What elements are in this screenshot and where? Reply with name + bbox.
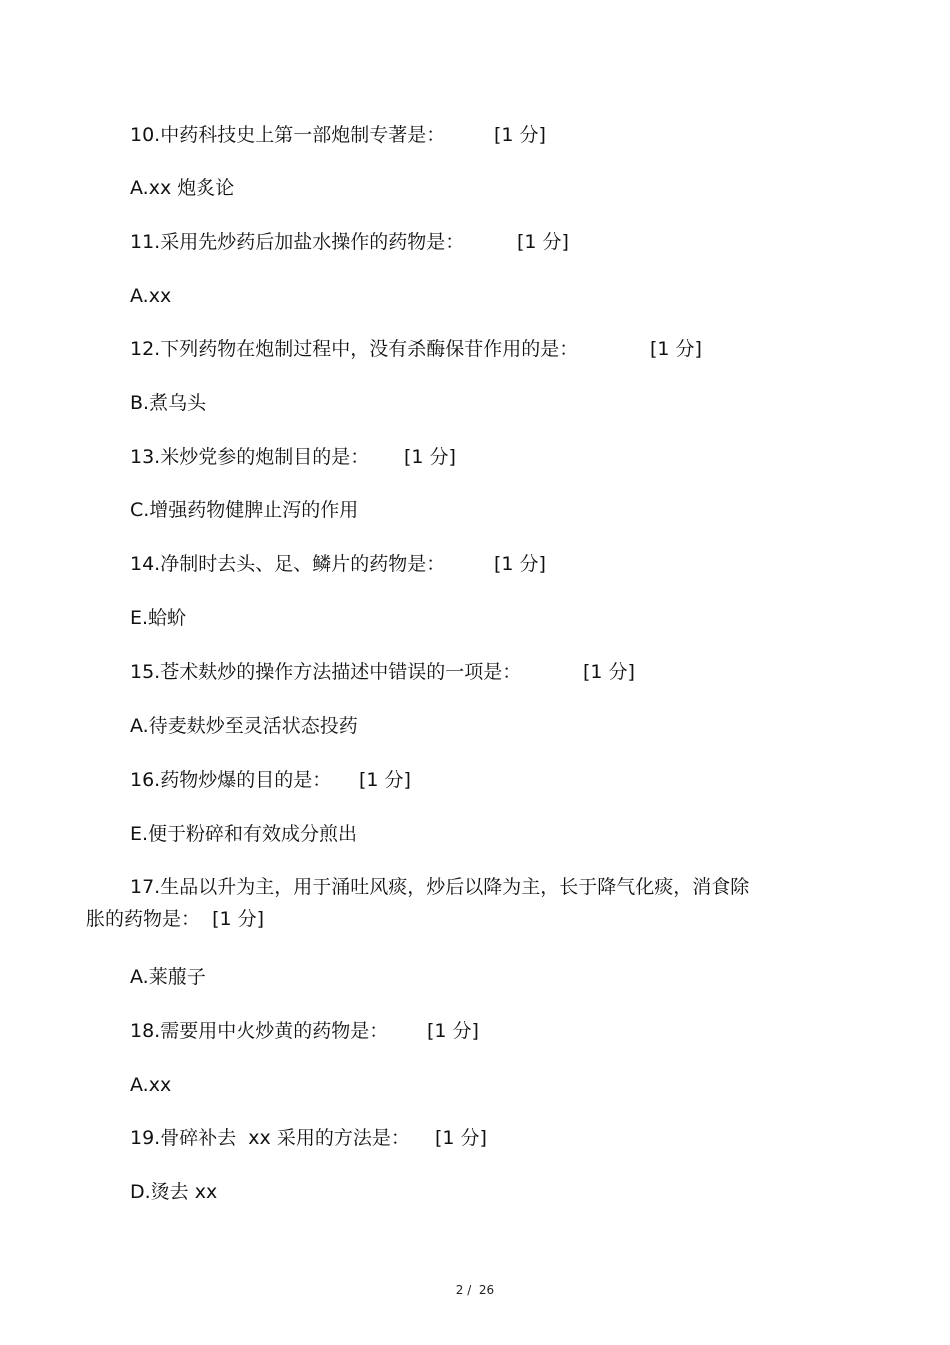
question-text: 13.米炒党参的炮制目的是： [130, 446, 370, 468]
answer-12: B.煮乌头 [130, 392, 207, 414]
question-score: [1 分] [359, 769, 411, 791]
question-12 [130, 337, 702, 361]
question-text-line-2 [86, 903, 826, 935]
answer-18: A.xx [130, 1074, 172, 1096]
answer-15: A.待麦麸炒至灵活状态投药 [130, 715, 358, 737]
question-score: [1 分] [404, 446, 456, 468]
question-10 [130, 123, 546, 147]
question-score: [1 分] [650, 338, 702, 360]
answer-11: A.xx [130, 285, 172, 307]
question-18 [130, 1019, 479, 1043]
question-16 [130, 768, 411, 792]
question-score: [1 分] [427, 1020, 479, 1042]
question-11 [130, 230, 569, 254]
question-text: 胀的药物是： [86, 908, 201, 930]
question-score: [1 分] [517, 231, 569, 253]
question-text: 11.采用先炒药后加盐水操作的药物是： [130, 231, 465, 253]
question-text: 15.苍术麸炒的操作方法描述中错误的一项是： [130, 661, 522, 683]
question-17 [86, 871, 826, 935]
question-text: 18.需要用中火炒黄的药物是： [130, 1020, 389, 1042]
question-score: [1 分] [583, 661, 635, 683]
question-text: 16.药物炒爆的目的是： [130, 769, 332, 791]
question-text: 14.净制时去头、足、鳞片的药物是： [130, 553, 446, 575]
answer-19: D.烫去 xx [130, 1181, 218, 1203]
answer-10: A.xx 炮炙论 [130, 177, 235, 199]
question-text-line-1: 17.生品以升为主，用于涌吐风痰，炒后以降为主，长于降气化痰，消食除 [130, 876, 750, 898]
answer-14: E.蛤蚧 [130, 607, 187, 629]
question-text: 12.下列药物在炮制过程中，没有杀酶保苷作用的是： [130, 338, 579, 360]
answer-16: E.便于粉碎和有效成分煎出 [130, 823, 358, 845]
question-14 [130, 552, 546, 576]
question-text: 19.骨碎补去 xx 采用的方法是： [130, 1127, 410, 1149]
answer-17: A.莱菔子 [130, 966, 206, 988]
answer-13: C.增强药物健脾止泻的作用 [130, 499, 359, 521]
question-15 [130, 660, 635, 684]
question-text: 10.中药科技史上第一部炮制专著是： [130, 124, 446, 146]
question-score: [1 分] [212, 908, 265, 930]
question-13 [130, 445, 456, 469]
question-score: [1 分] [494, 124, 546, 146]
page-indicator: 2 / 26 [455, 1283, 495, 1297]
question-score: [1 分] [494, 553, 546, 575]
question-19 [130, 1126, 487, 1150]
question-score: [1 分] [435, 1127, 487, 1149]
